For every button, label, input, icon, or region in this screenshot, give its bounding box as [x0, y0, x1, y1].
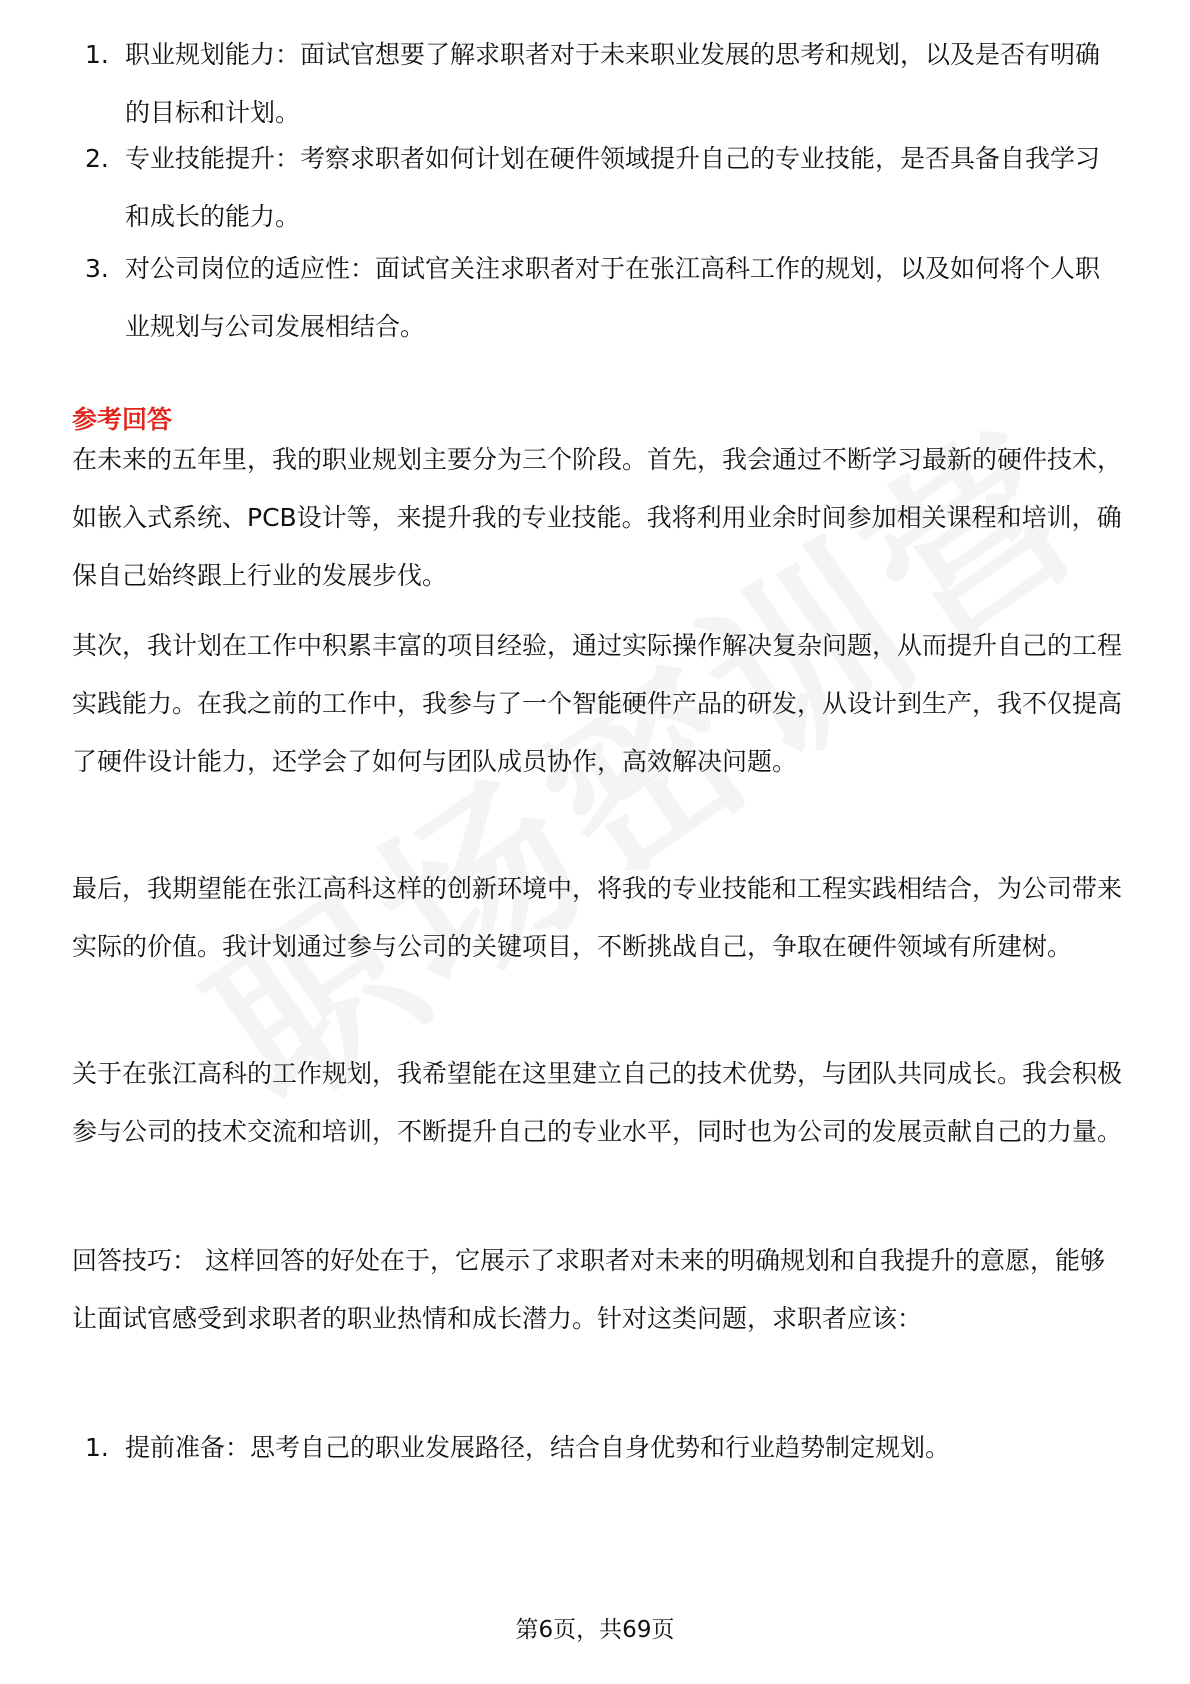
answer-tips-paragraph: 回答技巧： 这样回答的好处在于，它展示了求职者对未来的明确规划和自我提升的意愿，能够让面试官感受到求职者的职业热情和成长潜力。针对这类问题，求职者应该：: [72, 1246, 1105, 1333]
page-number-footer: 第6页，共69页: [515, 1617, 675, 1643]
list-item-number: 1.: [85, 1433, 109, 1462]
list-item-text: 对公司岗位的适应性：面试官关注求职者对于在张江高科工作的规划，以及如何将个人职业规划与公司发展相结合。: [125, 254, 1101, 341]
list-item-number: 1.: [85, 40, 109, 69]
list-item-number: 3.: [85, 254, 109, 283]
answer-paragraph: 最后，我期望能在张江高科这样的创新环境中，将我的专业技能和工程实践相结合，为公司带来实际的价值。我计划通过参与公司的关键项目，不断挑战自己，争取在硬件领域有所建树。: [72, 874, 1123, 961]
answer-paragraph: 在未来的五年里，我的职业规划主要分为三个阶段。首先，我会通过不断学习最新的硬件技术，如嵌入式系统、PCB设计等，来提升我的专业技能。我将利用业余时间参加相关课程和培训，确保自己始终跟上行业的发展步伐。: [72, 445, 1123, 590]
list-item-text: 专业技能提升：考察求职者如何计划在硬件领域提升自己的专业技能，是否具备自我学习和成长的能力。: [125, 144, 1101, 231]
answer-paragraph: 其次，我计划在工作中积累丰富的项目经验，通过实际操作解决复杂问题，从而提升自己的工程实践能力。在我之前的工作中，我参与了一个智能硬件产品的研发，从设计到生产，我不仅提高了硬件设计能力，还学会了如何与团队成员协作，高效解决问题。: [72, 631, 1123, 776]
list-item-number: 2.: [85, 144, 109, 173]
section-heading: 参考回答: [72, 405, 173, 434]
answer-paragraph: 关于在张江高科的工作规划，我希望能在这里建立自己的技术优势，与团队共同成长。我会积极参与公司的技术交流和培训，不断提升自己的专业水平，同时也为公司的发展贡献自己的力量。: [72, 1059, 1123, 1146]
list-item-text: 职业规划能力：面试官想要了解求职者对于未来职业发展的思考和规划，以及是否有明确的目标和计划。: [125, 40, 1101, 127]
list-item-text: 提前准备：思考自己的职业发展路径，结合自身优势和行业趋势制定规划。: [125, 1433, 951, 1462]
